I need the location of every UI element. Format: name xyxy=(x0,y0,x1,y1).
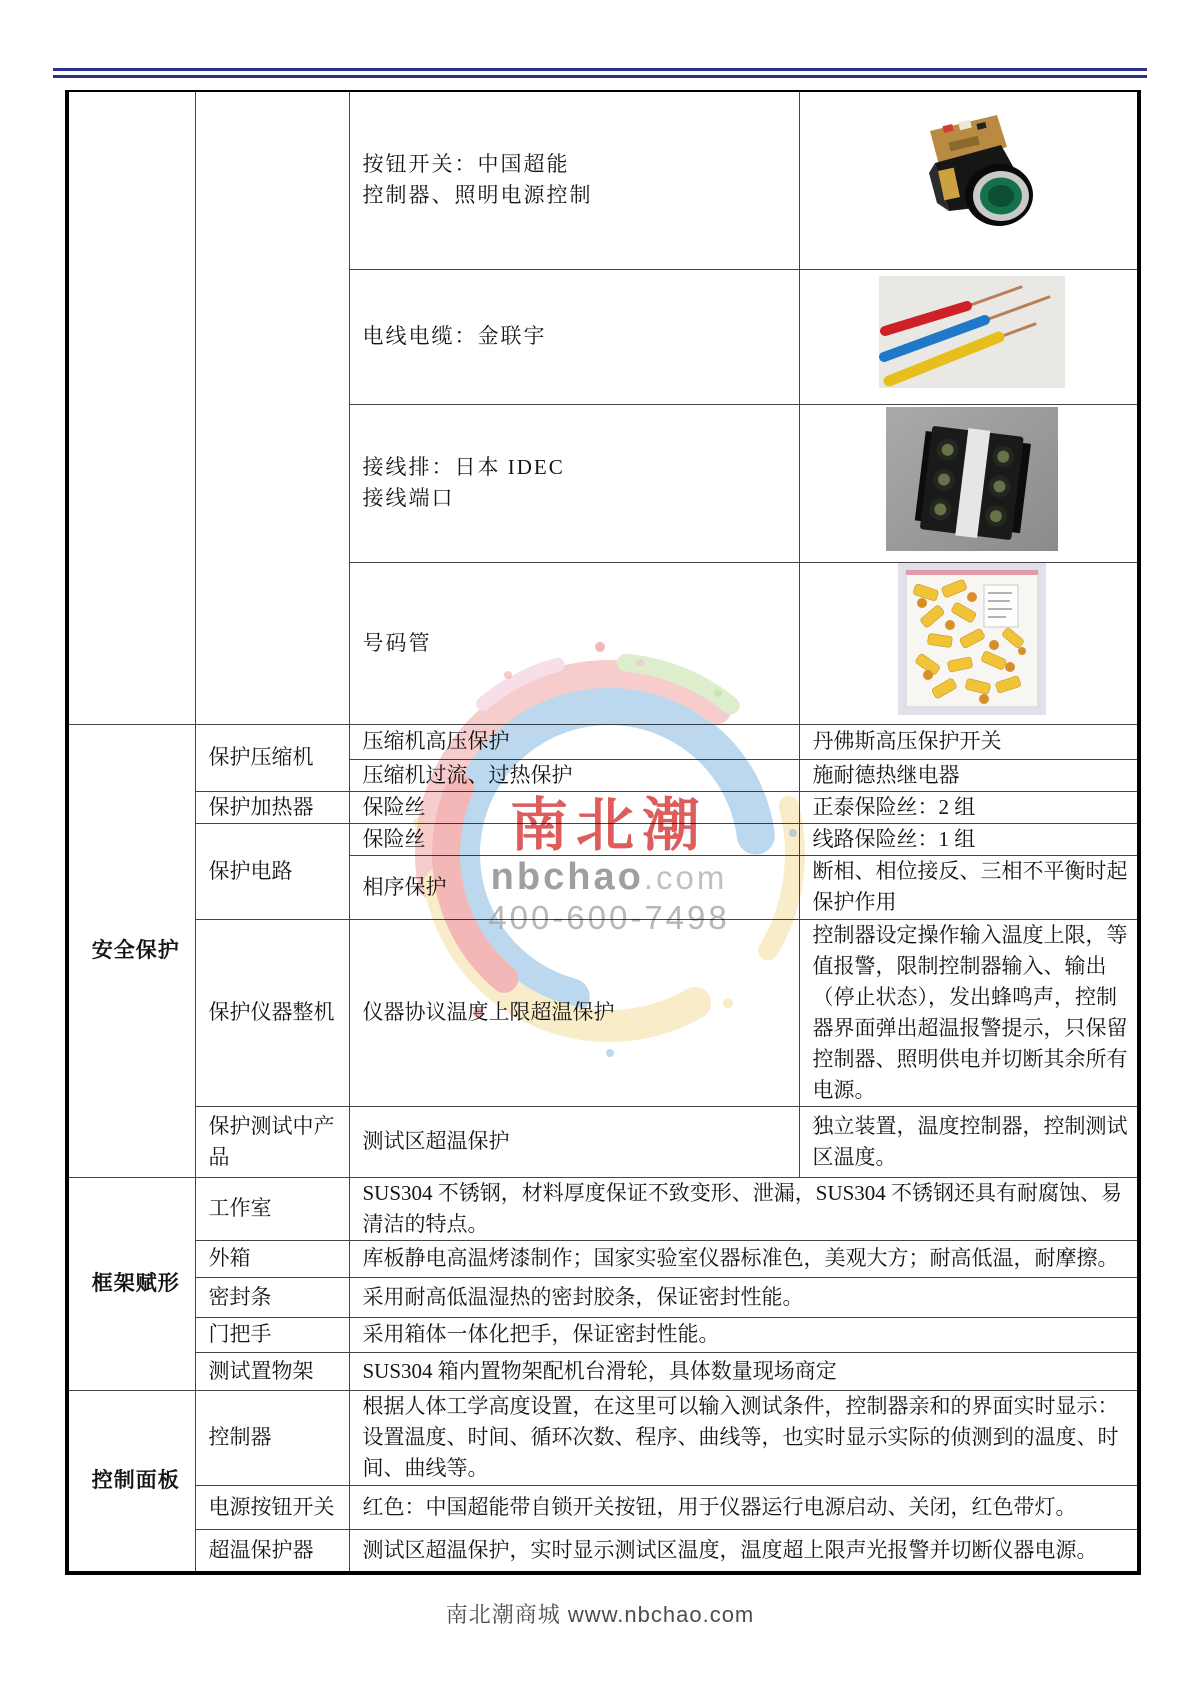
spec-value: 库板静电高温烤漆制作；国家实验室仪器标准色，美观大方；耐高低温，耐摩擦。 xyxy=(349,1240,1139,1277)
spec-value: SUS304 箱内置物架配机台滑轮，具体数量现场商定 xyxy=(349,1352,1139,1390)
colored-wires-photo xyxy=(879,276,1065,388)
group-label: 电源按钮开关 xyxy=(195,1485,349,1529)
top-double-rule xyxy=(53,68,1147,78)
spec-value: 独立装置，温度控制器，控制测试区温度。 xyxy=(799,1106,1139,1177)
group-label: 保护测试中产品 xyxy=(195,1106,349,1177)
table-row xyxy=(67,1277,1139,1317)
group-label: 保护加热器 xyxy=(195,791,349,823)
group-cell-empty xyxy=(195,91,349,724)
spec-item: 压缩机过流、过热保护 xyxy=(349,759,799,791)
footer-text: 南北潮商城 www.nbchao.com xyxy=(445,1602,755,1627)
section-cell-empty xyxy=(67,91,195,724)
component-desc-line: 控制器、照明电源控制 xyxy=(362,183,593,208)
component-desc-line: 接线排：日本 IDEC xyxy=(362,455,565,479)
table-row xyxy=(67,1529,1139,1573)
idec-terminal-block-photo xyxy=(886,407,1058,551)
group-label: 控制器 xyxy=(195,1390,349,1485)
spec-value: 断相、相位接反、三相不平衡时起保护作用 xyxy=(799,855,1139,919)
spec-value: 控制器设定操作输入温度上限，等值报警，限制控制器输入、输出（停止状态），发出蜂鸣声，控制器界面弹出超温报警提示，只保留控制器、照明供电并切断其余所有电源。 xyxy=(799,919,1139,1106)
spec-value: 线路保险丝：1 组 xyxy=(799,823,1139,855)
section-label-safety: 安全保护 xyxy=(67,724,195,1177)
spec-value: 丹佛斯高压保护开关 xyxy=(799,724,1139,759)
component-desc-cell xyxy=(349,269,799,404)
component-desc-line: 按钮开关：中国超能 xyxy=(362,152,570,177)
spec-table xyxy=(65,90,1141,1575)
table-row xyxy=(67,1317,1139,1352)
spec-item: 保险丝 xyxy=(349,823,799,855)
photo-cell xyxy=(799,91,1139,269)
component-desc-line: 电线电缆：金联宇 xyxy=(362,324,547,348)
table-row xyxy=(67,791,1139,823)
spec-item: 仪器协议温度上限超温保护 xyxy=(349,919,799,1106)
table-row xyxy=(67,1177,1139,1240)
table-row xyxy=(67,1485,1139,1529)
spec-item: 压缩机高压保护 xyxy=(349,724,799,759)
group-label: 测试置物架 xyxy=(195,1352,349,1390)
section-label-frame: 框架赋形 xyxy=(67,1177,195,1390)
component-desc-cell xyxy=(349,404,799,562)
spec-value: 采用耐高低温湿热的密封胶条，保证密封性能。 xyxy=(349,1277,1139,1317)
table-row xyxy=(67,1390,1139,1485)
group-label: 保护仪器整机 xyxy=(195,919,349,1106)
group-label: 工作室 xyxy=(195,1177,349,1240)
spec-value: 根据人体工学高度设置，在这里可以输入测试条件，控制器亲和的界面实时显示：设置温度、时间、循环次数、程序、曲线等，也实时显示实际的侦测到的温度、时间、曲线等。 xyxy=(349,1390,1139,1485)
group-label: 保护压缩机 xyxy=(195,724,349,791)
group-label: 保护电路 xyxy=(195,823,349,919)
table-row xyxy=(67,724,1139,759)
watermark-phone: 400-600-7498 xyxy=(488,899,730,936)
spec-value: 正泰保险丝：2 组 xyxy=(799,791,1139,823)
green-pushbutton-switch-photo xyxy=(897,111,1047,241)
section-label-panel: 控制面板 xyxy=(67,1390,195,1573)
component-desc-line: 号码管 xyxy=(362,630,432,655)
table-row xyxy=(67,1106,1139,1177)
spec-value: 测试区超温保护，实时显示测试区温度，温度超上限声光报警并切断仪器电源。 xyxy=(349,1529,1139,1573)
table-row xyxy=(67,91,1139,269)
table-row xyxy=(67,1352,1139,1390)
spec-item: 相序保护 xyxy=(349,855,799,919)
photo-cell xyxy=(799,269,1139,404)
component-desc-cell xyxy=(349,562,799,724)
group-label: 门把手 xyxy=(195,1317,349,1352)
group-label: 外箱 xyxy=(195,1240,349,1277)
component-desc-cell xyxy=(349,91,799,269)
spec-value: 施耐德热继电器 xyxy=(799,759,1139,791)
spec-value: SUS304 不锈钢，材料厚度保证不致变形、泄漏，SUS304 不锈钢还具有耐腐蚀、易清洁的特点。 xyxy=(349,1177,1139,1240)
table-row xyxy=(67,823,1139,855)
spec-item: 保险丝 xyxy=(349,791,799,823)
spec-item: 测试区超温保护 xyxy=(349,1106,799,1177)
watermark-brand: 南北潮 xyxy=(509,793,709,858)
photo-cell xyxy=(799,404,1139,562)
number-tube-bag-photo xyxy=(898,563,1046,715)
group-label: 超温保护器 xyxy=(195,1529,349,1573)
watermark-domain-tld: .com xyxy=(643,859,728,896)
spec-value: 红色：中国超能带自锁开关按钮，用于仪器运行电源启动、关闭，红色带灯。 xyxy=(349,1485,1139,1529)
spec-value: 采用箱体一体化把手，保证密封性能。 xyxy=(349,1317,1139,1352)
group-label: 密封条 xyxy=(195,1277,349,1317)
table-row xyxy=(67,919,1139,1106)
photo-cell xyxy=(799,562,1139,724)
table-row xyxy=(67,1240,1139,1277)
component-desc-line: 接线端口 xyxy=(362,486,455,510)
watermark-domain-name: nbchao xyxy=(490,856,644,898)
